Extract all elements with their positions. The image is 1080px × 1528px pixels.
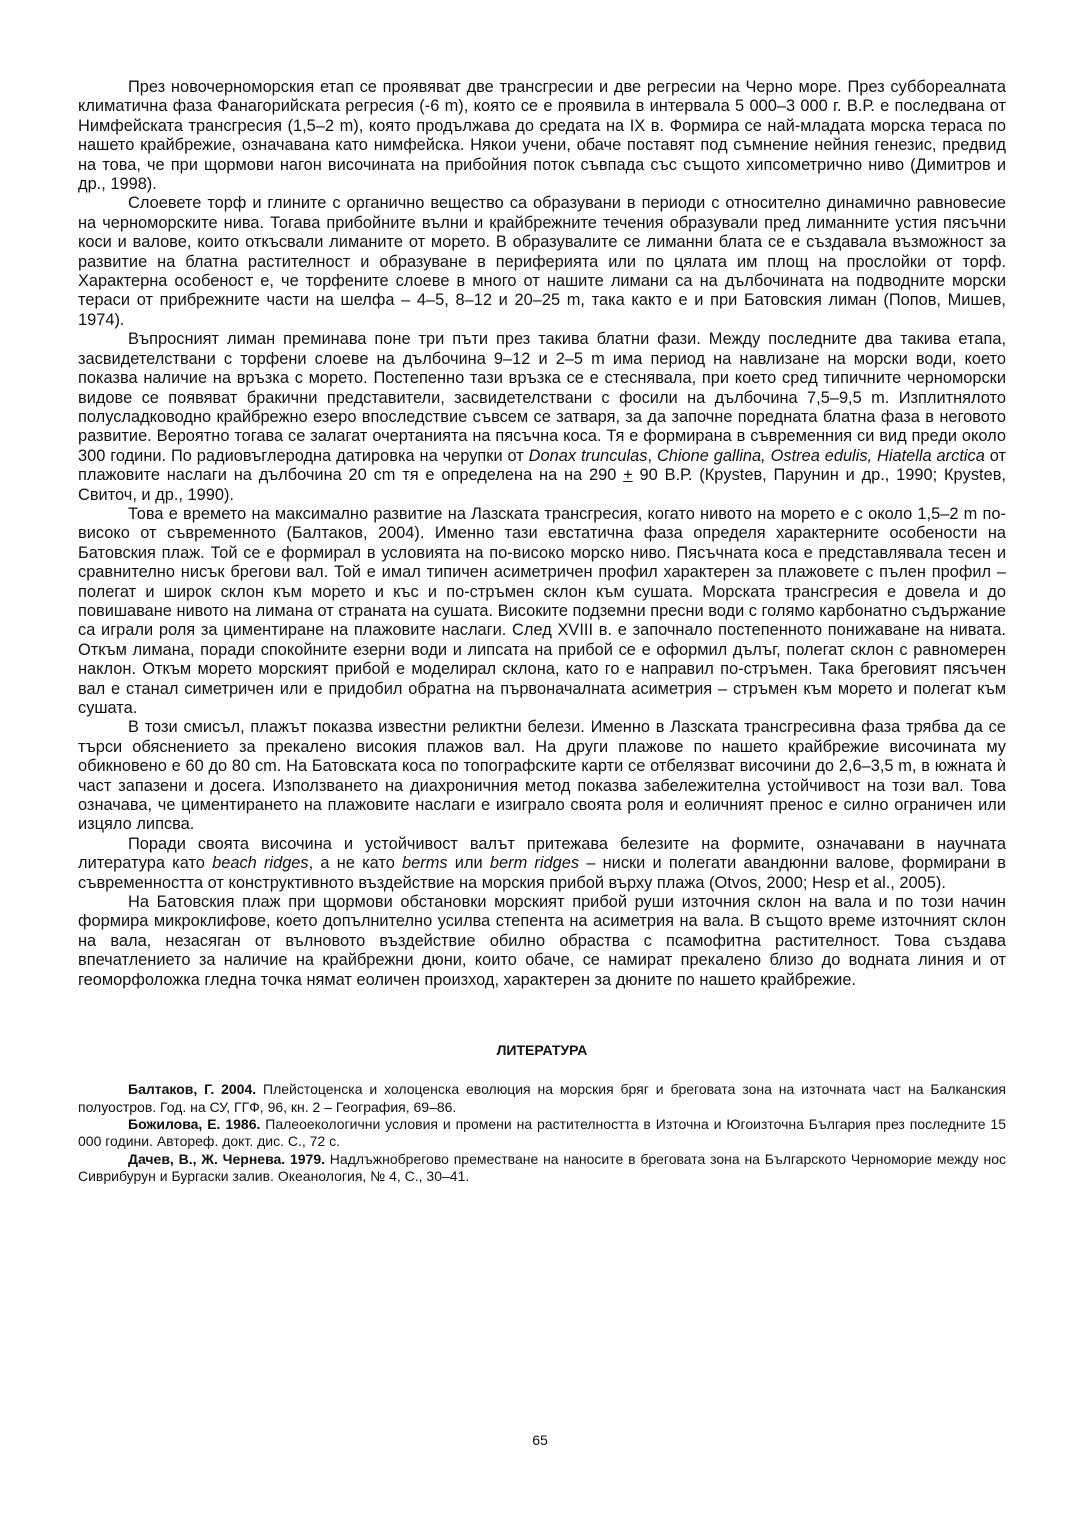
paragraph-text: Слоевете торф и глините с органично вещество са образувани в периоди с относително динамично равновесие на черноморските нива. Тогава прибойните вълни и крайбрежните течения образували пред лиманните устия пясъчни коси и валове, които откъсвали лиманите от морето. В образувалите се лиманни блата се е създавала възможност за развитие на блатна растителност и образуване в периферията или по цялата им площ на прослойки от торф. Характерна особеност е, че торфените слоеве в много от нашите лимани са на дълбочината на подводните морски тераси от прибрежните части на шелфа – 4–5, 8–12 и 20–25 m, така както е и при Батовския лиман (Попов, Мишев, 1974). [78, 194, 1006, 329]
reference-author: Дачев, В., Ж. Чернева. 1979. [128, 1150, 325, 1167]
paragraph-text: – ниски и полегати авандюнни валове, формирани в съвременността от конструктивното въздействие на морския прибой върху плажа (Otvos, 2000; Hesp et al., 2005). [78, 854, 1007, 892]
paragraph-text: 90 В.Р. (Крystев, Парунин и др., 1990; Крystев, Свиточ, и др., 1990). [78, 466, 1006, 504]
paragraph-text: На Батовския плаж при щормови обстановки морският прибой руши източния склон на вала и по този начин формира микроклифове, което допълнително усилва степента на асиметрия на вала. В същото време източният склон на вала, незасяган от вълновото въздействие обилно обраства с псамофитна растителност. Това създава впечатлението за наличие на крайбрежни дюни, които обаче, се намират прекалено близо до водната линия и от геоморфоложка гледна точка нямат еоличен произход, характерен за дюните по нашето крайбрежие. [78, 893, 1006, 989]
body-paragraph [78, 718, 1006, 834]
italic-text: Donax trunculas [528, 446, 648, 465]
body-paragraph [78, 194, 1006, 330]
reference-item [78, 1081, 1006, 1116]
reference-text: Надлъжнобрегово преместване на наносите в бреговата зона на Българското Черноморие между нос Сиврибурун и Бургаски залив. Океанология, № 4, С., 30–41. [78, 1150, 1006, 1185]
reference-item [78, 1116, 1006, 1151]
body-paragraph [78, 893, 1006, 990]
references-title: ЛИТЕРАТУРА [496, 1042, 588, 1059]
paragraph-text: от плажовите наслаги на дълбочина 20 cm тя е определена на на 290 [78, 446, 1007, 485]
page-number: 65 [532, 1432, 548, 1448]
paragraph-text: Поради своята височина и устойчивост валът притежава белезите на формите, означавани в научната литература като [78, 834, 1006, 873]
italic-text: beach ridges [212, 854, 309, 873]
italic-text: berm ridges [489, 854, 580, 873]
reference-text: Плейстоценска и холоценска еволюция на морския бряг и бреговата зона на източната част на Балканския полуостров. Год. на СУ, ГГФ, 96, кн. 2 – География, 69–86. [78, 1081, 1006, 1115]
reference-text: Палеоекологични условия и промени на растителността в Източна и Югоизточна България през последните 15 000 години. Автореф. докт. дис. С., 72 с. [78, 1115, 1006, 1150]
paragraph-text: Въпросният лиман преминава поне три пъти през такива блатни фази. Между последните два такива етапа, засвидетелствани с торфени слоеве на дълбочина 9–12 и 2–5 m има период на навлизане на морски води, което показва наличие на връзка с морето. Постепенно тази връзка се е стеснявала, при което сред типичните черноморски видове се появяват бракични представители, засвидетелствани с фосили на дълбочина 7,5–9,5 m. Изплитнялото полусладководно крайбрежно езеро впоследствие съвсем се затваря, за да започне поредната блатна фаза в неговото развитие. Вероятно тогава се залагат очертанията на пясъчна коса. Тя е формирана в съвременния си вид преди около 300 години. По радиовъглеродна датировка на черупки от [78, 330, 1006, 465]
body-paragraph [78, 330, 1006, 505]
reference-author: Балтаков, Г. 2004. [128, 1081, 257, 1098]
paragraph-text: , [647, 446, 657, 465]
paragraph-text: , а не като [308, 854, 403, 873]
paragraph-text: или [447, 854, 490, 873]
body-paragraph [78, 505, 1006, 718]
reference-item [78, 1151, 1006, 1186]
paragraph-text: През новочерноморския етап се проявяват две трансгресии и две регресии на Черно море. През суббореалната климатична фаза Фанагорийската регресия (-6 m), която се е проявила в интервала 5 000–3 000 г. В.Р. е последвана от Нимфейската трансгресия (1,5–2 m), която продължава до средата на IX в. Формира се най-младата морска тераса по нашето крайбрежие, означавана като нимфейска. Някои учени, обаче поставят под съмнение нейния генезис, предвид на това, че при щормови нагон височината на прибойния поток съвпада със същото хипсометрично ниво (Димитров и др., 1998). [78, 78, 1006, 194]
reference-author: Божилова, Е. 1986. [128, 1115, 261, 1132]
italic-text: berms [402, 854, 448, 873]
paragraph-text: Това е времето на максимално развитие на Лазската трансгресия, когато нивото на морето е с около 1,5–2 m по-високо от съвременното (Балтаков, 2004). Именно тази евстатична фаза определя характерните особености на Батовския плаж. Той се е формирал в условията на по-високо морско ниво. Пясъчната коса е представлявала тесен и сравнително нисък брегови вал. Той е имал типичен асиметричен профил характерен за плажовете с пълен профил – полегат и широк склон към морето и къс и по-стръмен склон към сушата. Морската трансгресия е довела и до повишаване нивото на лимана от страната на сушата. Високите подземни пресни води с голямо карбонатно съдържание са играли роля за циментиране на плажовите наслаги. След XVIII в. е започнало постепенното понижаване на нивата. Откъм лимана, поради спокойните езерни води и липсата на прибой се е оформил дълъг, полегат склон с равномерен наклон. Откъм морето морският прибой е моделирал склона, като го е направил по-стръмен. Така бреговият пясъчен вал е станал симетричен или е придобил обратна на първоначалната асиметрия – стръмен към морето и полегат към сушата. [78, 504, 1007, 717]
document-page [78, 78, 1006, 1186]
body-paragraph [78, 835, 1006, 893]
paragraph-text: В този смисъл, плажът показва известни реликтни белези. Именно в Лазската трансгресивна фаза трябва да се търси обяснението за прекалено високия плажов вал. На други плажове по нашето крайбрежие височината му обикновено е 60 до 80 cm. На Батовската коса по топографските карти се отбелязват височини до 2,6–3,5 m, в южната ѝ част запазени и досега. Използването на диахроничния метод показва забележителна устойчивост на този вал. Това означава, че циментирането на плажовите наслаги е изиграло своята роля и еоличният пренос е силно ограничен или изцяло липсва. [78, 718, 1006, 834]
references-list [78, 1081, 1006, 1185]
body-text [78, 78, 1006, 990]
body-paragraph [78, 78, 1006, 194]
italic-text: Chione gallina, Ostrea edulis, Hiatella arctica [656, 446, 985, 465]
paragraph-text: + [623, 466, 633, 485]
